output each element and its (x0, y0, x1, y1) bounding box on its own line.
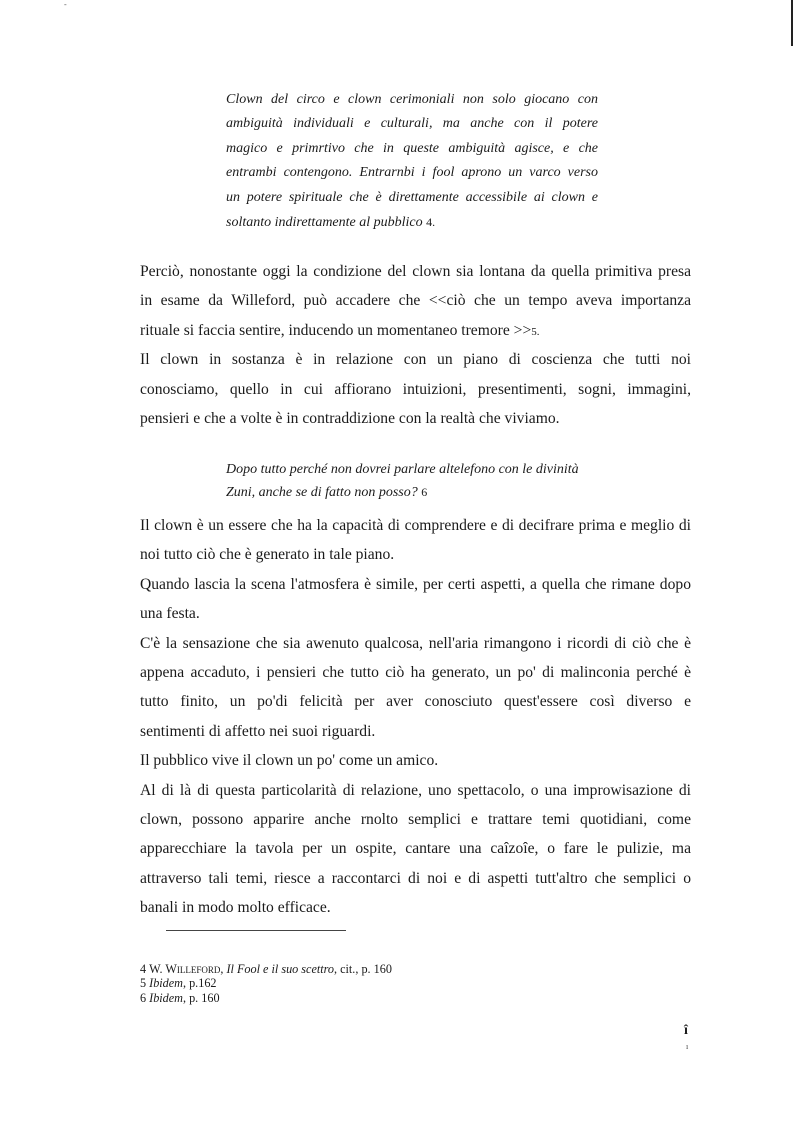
footnote-ref-4: 4. (426, 214, 436, 229)
block-quote-2 (226, 458, 579, 504)
footnote-separator (166, 930, 346, 931)
text-line: conosciamo, quello in cui affiorano intuizioni, presentimenti, sogni, immagini, (140, 380, 691, 398)
text-line: in esame da Willeford, può accadere che <<ciò che un tempo aveva importanza (140, 292, 691, 310)
footnote-detail: , cit., p. 160 (334, 962, 392, 976)
footnote-number: 4 (140, 962, 147, 976)
footnote-5 (140, 976, 392, 990)
quote-line: magico e primrtivo che in queste ambiguità agisce, e che (226, 140, 598, 156)
footnote-detail: , p.162 (182, 976, 217, 991)
quote-line: ambiguità individuali e culturali, ma anche con il potere (226, 116, 598, 132)
footnotes (140, 962, 392, 1005)
text-line: attraverso tali temi, riesce a raccontarci di noi e di aspetti tutt'altro che semplici o (140, 869, 691, 887)
text-line: banali in modo molto efficace. (140, 899, 331, 917)
quote-line: un potere spirituale che è direttamente accessibile ai clown e (226, 189, 598, 205)
footnote-title: Ibidem (149, 976, 183, 991)
quote-line: Dopo tutto perché non dovrei parlare altelefono con le divinità (226, 462, 579, 477)
footnote-detail: , p. 160 (182, 990, 220, 1005)
quote-line-text: Zuni, anche se di fatto non posso? (226, 485, 418, 500)
text-line: pensieri e che a volte è in contraddizione con la realtà che viviamo. (140, 409, 560, 427)
text-line: tutto finito, un po'di felicità per aver conosciuto quest'essere così diverso e (140, 693, 691, 711)
text-line: Al di là di questa particolarità di relazione, uno spettacolo, o una improwisazione di (140, 781, 691, 799)
footnote-6 (140, 991, 392, 1005)
block-quote-1 (226, 88, 598, 234)
quote-line-text: soltanto indirettamente al pubblico (226, 214, 423, 230)
quote-line: Clown del circo e clown cerimoniali non solo giocano con (226, 92, 598, 107)
footnote-4: 4 W. Willeford, Il Fool e il suo scettro, cit., p. 160 (140, 962, 392, 976)
text-line: sentimenti di affetto nei suoi riguardi. (140, 722, 376, 740)
body-paragraphs-a (140, 257, 691, 433)
page-number: î (684, 1023, 688, 1038)
quote-line (226, 210, 598, 234)
text-line: una festa. (140, 605, 200, 623)
footnote-number: 5 (140, 976, 147, 991)
text-line: Il pubblico vive il clown un po' come un amico. (140, 752, 439, 770)
text-line: clown, possono apparire anche rnolto semplici e trattare temi quotidiani, come (140, 810, 691, 828)
quote-line: entrambi contengono. Entrarnbi i fool aprono un varco verso (226, 165, 598, 181)
page-mark: ı (686, 1042, 689, 1051)
text-line: Il clown in sostanza è in relazione con un piano di coscienza che tutti noi (140, 351, 691, 369)
text-line: appena accaduto, i pensieri che tutto ciò ha generato, un po' di malinconia perché è (140, 663, 691, 681)
footnote-ref-6: 6 (421, 485, 428, 499)
footnote-title: Il Fool e il suo scettro (226, 962, 335, 976)
text-line: Quando lascia la scena l'atmosfera è simile, per certi aspetti, a quella che rimane dopo (140, 575, 691, 593)
text-line: Il clown è un essere che ha la capacità di comprendere e di decifrare prima e meglio di (140, 517, 691, 534)
corner-mark: - (64, 0, 67, 9)
text-line: Perciò, nonostante oggi la condizione del clown sia lontana da quella primitiva presa (140, 263, 691, 280)
footnote-number: 6 (140, 990, 147, 1005)
page-edge-line (791, 0, 793, 46)
text-line: C'è la sensazione che sia awenuto qualcosa, nell'aria rimangono i ricordi di ciò che è (140, 634, 691, 652)
text-line: noi tutto ciò che è generato in tale piano. (140, 546, 395, 564)
text-line (140, 316, 691, 345)
footnote-title: Ibidem (149, 990, 183, 1005)
text-line-content: rituale si faccia sentire, inducendo un momentaneo tremore >> (140, 321, 532, 339)
footnote-author: W. Willeford (149, 962, 221, 976)
text-line: apparecchiare la tavola per un ospite, cantare una caîzoîe, o fare le pulizie, ma (140, 840, 691, 858)
footnote-ref-5: 5. (531, 325, 540, 338)
body-paragraphs-b (140, 511, 691, 922)
quote-line (226, 481, 579, 504)
